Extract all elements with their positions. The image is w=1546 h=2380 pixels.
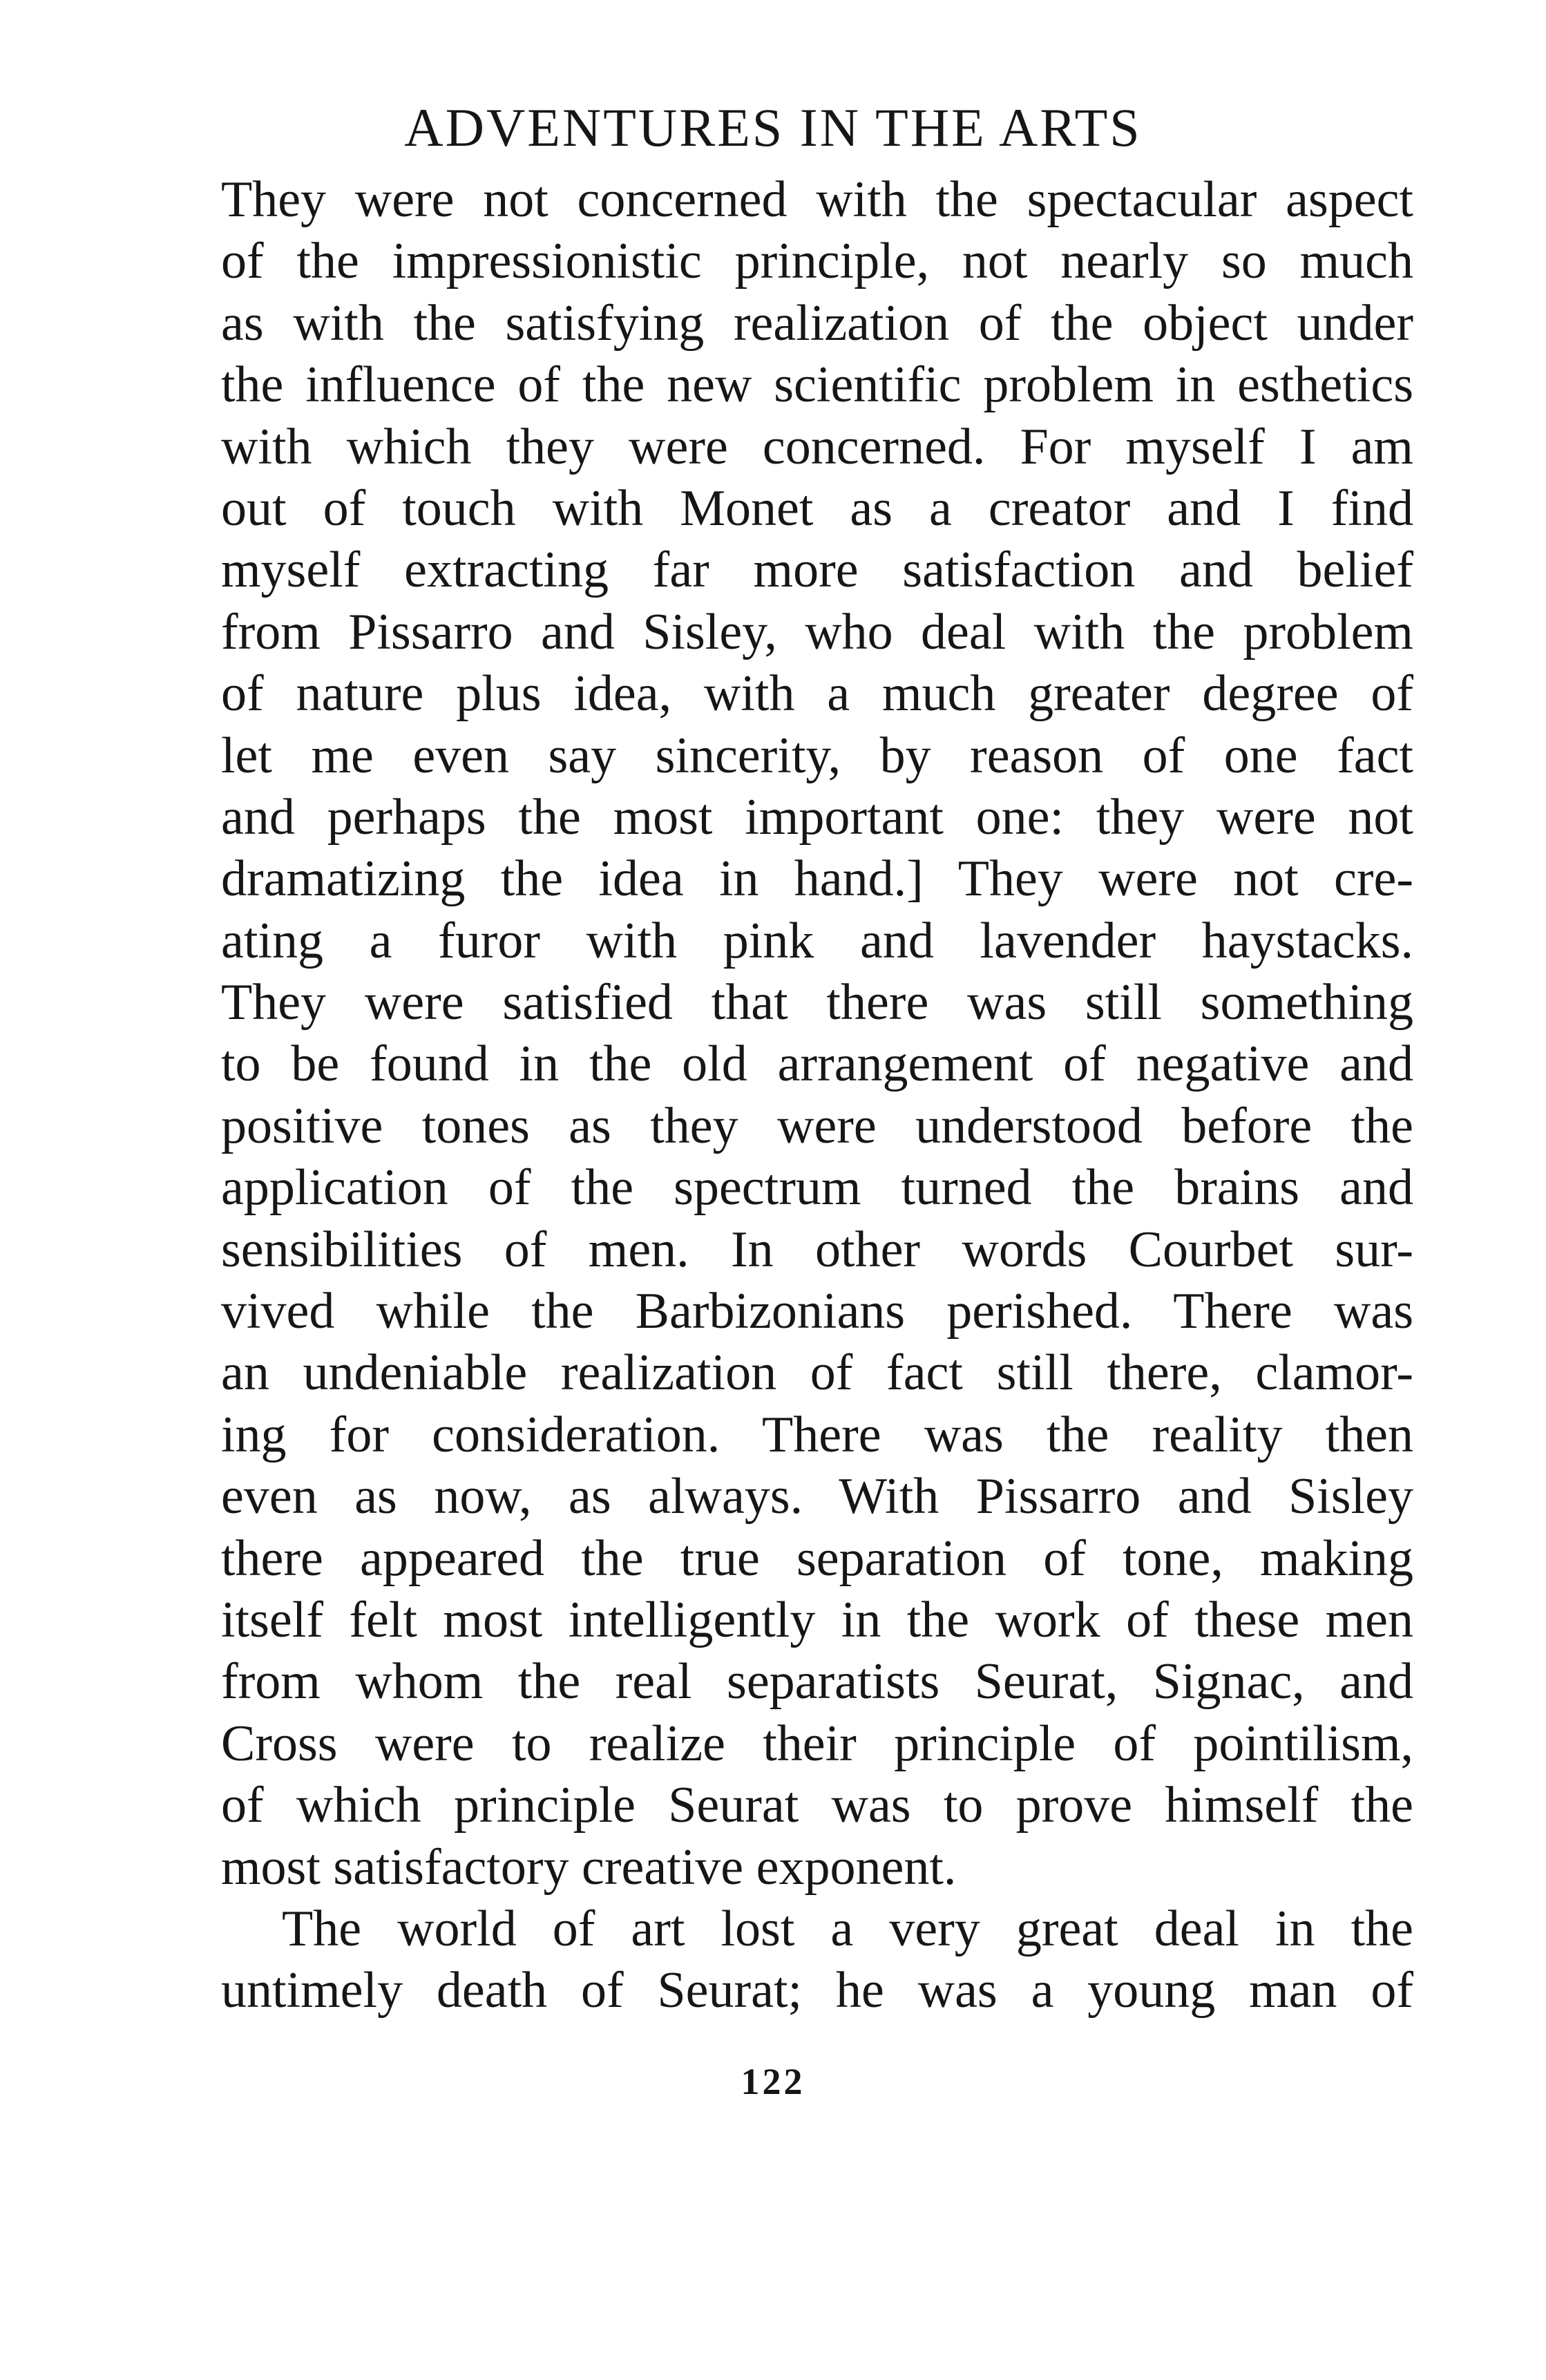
text-line: The world of art lost a very great deal in the <box>282 1900 1413 1957</box>
text-line: to be found in the old arrangement of negative and <box>221 1036 1413 1093</box>
text-line: out of touch with Monet as a creator and I find <box>221 479 1413 537</box>
text-line: most satisfactory creative exponent. <box>221 1838 957 1896</box>
text-line: ing for consideration. There was the reality then <box>221 1406 1413 1463</box>
text-line: They were not concerned with the spectacular aspect <box>221 171 1413 228</box>
text-line: untimely death of Seurat; he was a young man of <box>221 1962 1413 2019</box>
text-line: with which they were concerned. For myself I am <box>221 418 1413 475</box>
text-line: sensibilities of men. In other words Courbet sur- <box>221 1221 1413 1278</box>
text-line: the influence of the new scientific problem in esthetics <box>221 356 1413 414</box>
text-line: let me even say sincerity, by reason of one fact <box>221 727 1413 784</box>
text-line: of nature plus idea, with a much greater degree of <box>221 665 1413 723</box>
text-line: dramatizing the idea in hand.] They were not cre- <box>221 850 1413 908</box>
text-line: application of the spectrum turned the brains and <box>221 1159 1413 1217</box>
text-line: itself felt most intelligently in the work of these men <box>221 1591 1413 1648</box>
text-line: positive tones as they were understood before the <box>221 1097 1413 1154</box>
text-line: even as now, as always. With Pissarro and Sisley <box>221 1468 1413 1525</box>
text-line: of which principle Seurat was to prove himself the <box>221 1777 1413 1834</box>
text-line: from Pissarro and Sisley, who deal with the problem <box>221 603 1413 660</box>
text-line: an undeniable realization of fact still there, clamor- <box>221 1344 1413 1402</box>
text-line: and perhaps the most important one: they were not <box>221 788 1413 846</box>
body-text <box>221 169 1413 2022</box>
text-line: vived while the Barbizonians perished. There was <box>221 1283 1413 1340</box>
page-number: 122 <box>741 2061 805 2102</box>
text-line: as with the satisfying realization of the object under <box>221 294 1413 352</box>
paragraph-1 <box>221 169 1413 1898</box>
paragraph-2 <box>221 1898 1413 2022</box>
text-line: from whom the real separatists Seurat, Signac, and <box>221 1653 1413 1711</box>
text-line: of the impressionistic principle, not nearly so much <box>221 233 1413 290</box>
text-line: myself extracting far more satisfaction and belief <box>221 542 1413 599</box>
text-line: They were satisfied that there was still something <box>221 974 1413 1031</box>
text-line: there appeared the true separation of tone, making <box>221 1530 1413 1587</box>
running-head: ADVENTURES IN THE ARTS <box>404 97 1142 158</box>
text-line: ating a furor with pink and lavender haystacks. <box>221 912 1413 969</box>
text-line: Cross were to realize their principle of pointilism, <box>221 1715 1413 1772</box>
